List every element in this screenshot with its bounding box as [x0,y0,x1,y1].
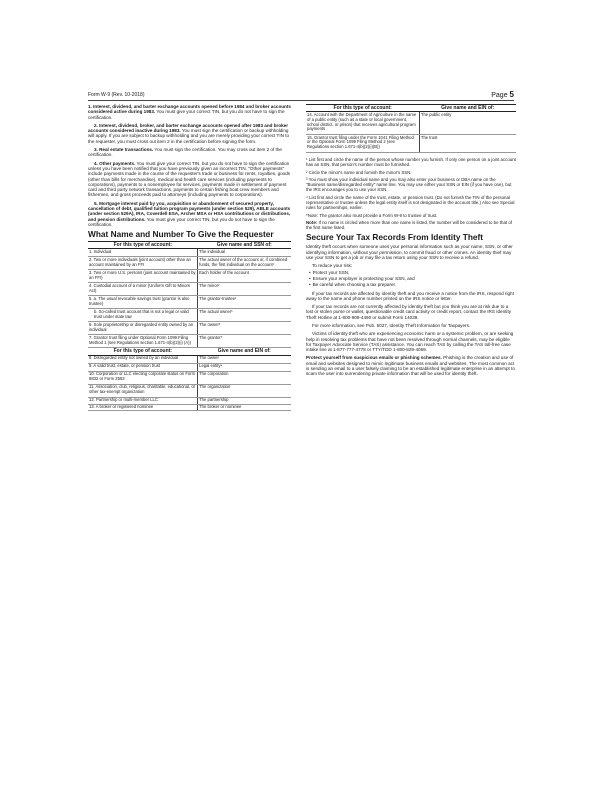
ein-cont-col2-header: Give name and EIN of: [419,105,516,112]
ssn-table [88,241,291,411]
section-title-name-number: What Name and Number To Give the Requester [88,229,274,240]
table-row: 6. Sole proprietorship or disregarded entity owned by an individual The owner³ [88,322,291,335]
ein-cont-col1-header: For this type of account: [306,105,419,112]
table-row: 1. Individual The individual [88,249,291,257]
table-row: 9. A valid trust, estate, or pension trust Legal entity⁴ [88,363,291,371]
item-5: 5. Mortgage interest paid by you, acquisition or abandonment of secured property, cancellation of debt, qualified tuition program payments (under section 529), ABLE accounts (under section 529A), IRA, Coverdell ESA, Archer MSA or HSA contributions or distributions, and pension distributions. You must give your correct TIN, but you do not have to sign the certification. [88,200,291,227]
grantor-note: *Note: The grantor also must provide a Form W-9 to trustee of trust. [306,212,438,218]
paragraph: For more information, see Pub. 5027, Identity Theft Information for Taxpayers. [312,323,471,328]
form-id: Form W-9 (Rev. 10-2018) [88,92,145,98]
item-4: 4. Other payments. You must give your correct TIN, but you do not have to sign the certification unless you have been notified that you have previously given an incorrect TIN. "Other payments" include payments made in the course of the requester's trade or business for rents, royalties, goods (other than bills for merchandise), medical and health care services (including payments to corporations), payments to a nonemployee for services, payments made in settlement of payment card and third party network transactions, payments to certain fishing boat crew members and fishermen, and gross proceeds paid to attorneys (including payments to corporations). [88,160,291,198]
section-title-identity-theft: Secure Your Tax Records From Identity Theft [306,232,484,243]
page-num: 5 [509,90,514,99]
ein-table-continued [306,104,516,153]
item-2: 2. Interest, dividend, broker, and barter exchange accounts opened after 1983 and broker accounts considered inactive during 1983. You must sign the certification or backup withholding will apply. If you are subject to backup withholding and you are merely providing your correct TIN to the requester, you must cross out item 2 in the certification before signing the form. [88,122,290,144]
table-row: 14. Account with the Department of Agriculture in the name of a public entity (such as a state or local government, school district, or prison) that receives agricultural program payments The public entity [306,112,516,135]
table-row: 5. a. The usual revocable savings trust (grantor is also trustee) The grantor-trustee¹ [88,296,291,309]
table-row: 11. Association, club, religious, charitable, educational, or other tax-exempt organization The organization [88,384,291,397]
table-row: 12. Partnership or multi-member LLC The partnership [88,397,291,404]
header-rule [88,100,514,101]
table-row: 10. Corporation or LLC electing corporate status on Form 8832 or Form 2553 The corporation [88,371,291,384]
footnote-3: ³ You must show your individual name and you may also enter your business or DBA name on the "Business name/disregarded entity" name line. You may use either your SSN or EIN (if you have one), but the IRS encourages you to use your SSN. [306,177,512,193]
item-1: 1. Interest, dividend, and barter exchange accounts opened before 1984 and broker accounts considered active during 1983. You must give your correct TIN, but you do not have to sign the certification. [88,104,291,120]
risk-list [306,270,516,288]
footnote-4: ⁴ List first and circle the name of the trust, estate, or pension trust. (Do not furnish the TIN of the personal representative or trustee unless the legal entity itself is not designated in the account title.) Also see Special rules for partnerships, earlier. [306,194,515,211]
ssn-table-col2-header: Give name and SSN of: [198,242,291,249]
table-row: 4. Custodial account of a minor (Uniform Gift to Minors Act) The minor² [88,283,291,296]
list-item: • Protect your SSN, [309,270,516,275]
ein-table-col1-header: For this type of account: [88,348,198,355]
left-column [88,104,291,411]
phishing-paragraph: Protect yourself from suspicious emails or phishing schemes. Phishing is the creation and use of email and websites designed to mimic legitimate business emails and websites. The most common act is sending an email to a user falsely claiming to be an established legitimate enterprise in an attempt to scam the user into surrendering private information that will be used for identity theft. [306,355,515,377]
table-row: b. So-called trust account that is not a legal or valid trust under state law The actual owner¹ [88,309,291,322]
item-3: 3. Real estate transactions. You must sign the certification. You may cross out item 2 of the certification. [88,147,282,158]
table-row: 8. Disregarded entity not owned by an individual The owner [88,355,291,363]
ein-table-col2-header: Give name and EIN of: [198,348,291,355]
footnote-2: ² Circle the minor's name and furnish the minor's SSN. [306,169,412,175]
paragraph: If your tax records are not currently affected by identity theft but you think you are at risk due to a lost or stolen purse or wallet, questionable credit card activity or credit report, contact the IRS Identity Theft Hotline at 1-800-908-4490 or submit Form 14039. [306,304,512,320]
paragraph: Victims of identity theft who are experiencing economic harm or a systemic problem, or are seeking help in resolving tax problems that have not been resolved through normal channels, may be eligible for Taxpayer Advocate Service (TAS) assistance. You can reach TAS by calling the TAS toll-free case intake line at 1-877-777-4778 or TTY/TDD 1-800-829-4059. [306,331,514,353]
table-row: 3. Two or more U.S. persons (joint account maintained by an FFI) Each holder of the account [88,270,291,283]
table-row: 7. Grantor trust filing under Optional Form 1099 Filing Method 1 (see Regulations section 1.671-4(b)(2)(i) (A)) The grantor* [88,335,291,348]
table-row: 2. Two or more individuals (joint account) other than an account maintained by an FFI The actual owner of the account or, if combined funds, the first individual on the account¹ [88,257,291,270]
page-label: Page [491,92,508,99]
footnote-1: ¹ List first and circle the name of the person whose number you furnish. If only one person on a joint account has an SSN, that person's number must be furnished. [306,156,516,167]
circled-name-note: Note: If no name is circled when more than one name is listed, the number will be considered to be that of the first name listed. [306,220,512,231]
right-column [306,104,516,380]
table-row: 13. A broker or registered nominee The broker or nominee [88,404,291,411]
list-item: • Ensure your employer is protecting your SSN, and [309,276,516,281]
page-number [491,90,514,99]
list-item: • Be careful when choosing a tax preparer. [309,282,516,287]
paragraph: If your tax records are affected by identity theft and you receive a notice from the IRS, respond right away to the name and phone number printed on the IRS notice or letter. [306,290,514,301]
ssn-table-col1-header: For this type of account: [88,242,198,249]
paragraph: To reduce your risk: [312,263,353,269]
table-row: 15. Grantor trust filing under the Form 1041 Filing Method or the Optional Form 1099 Filing Method 2 (see Regulations section 1.671-4(b)(2)(i)(B)) The trust [306,134,516,152]
paragraph: Identity theft occurs when someone uses your personal information such as your name, SSN, or other identifying information, without your permission, to commit fraud or other crimes. An identity thief may use your SSN to get a job or may file a tax return using your SSN to receive a refund. [306,244,513,261]
